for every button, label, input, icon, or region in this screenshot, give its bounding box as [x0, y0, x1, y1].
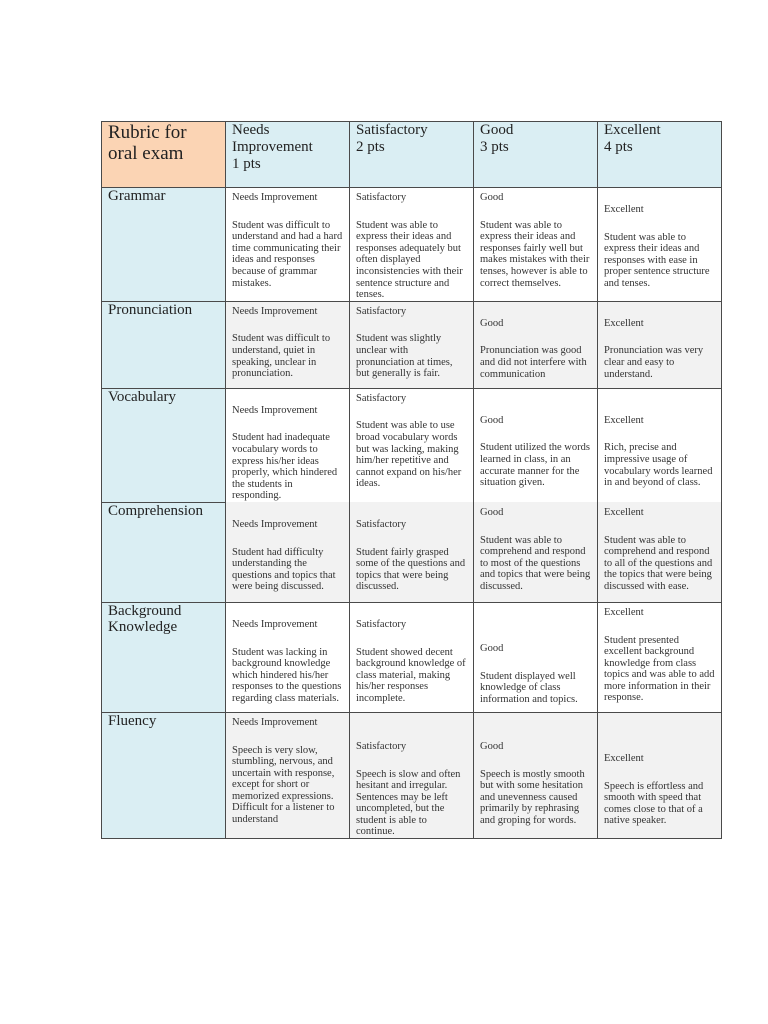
- criterion-name: Comprehension: [102, 502, 226, 602]
- rubric-cell: [598, 388, 722, 502]
- level-header-good: Good 3 pts: [474, 122, 598, 188]
- cell-level-label: Satisfactory: [356, 518, 407, 530]
- level-header-excellent: Excellent 4 pts: [598, 122, 722, 188]
- cell-description: Pronunciation was good and did not interfere with communication: [480, 345, 587, 380]
- rubric-cell: [474, 301, 598, 388]
- criterion-row: [102, 188, 722, 302]
- cell-description: Student displayed well knowledge of class information and topics.: [480, 670, 578, 705]
- rubric-cell: [598, 188, 722, 302]
- cell-level-label: Good: [480, 414, 504, 426]
- cell-description: Student was difficult to understand, quiet in speaking, unclear in pronunciation.: [232, 333, 331, 380]
- rubric-cell: [474, 388, 598, 502]
- cell-description: Pronunciation was very clear and easy to understand.: [604, 345, 704, 380]
- cell-level-label: Satisfactory: [356, 305, 407, 317]
- cell-level-label: Needs Improvement: [232, 618, 318, 630]
- cell-description: Student was able to express their ideas and responses with ease in proper sentence structure and tenses.: [604, 231, 710, 289]
- criterion-name: Vocabulary: [102, 388, 226, 502]
- rubric-cell: [350, 602, 474, 712]
- rubric-cell: [474, 602, 598, 712]
- criterion-row: [102, 712, 722, 838]
- cell-level-label: Needs Improvement: [232, 305, 318, 317]
- rubric-cell: [350, 502, 474, 602]
- cell-description: Student was able to comprehend and respond to most of the questions and topics that were being discussed.: [480, 534, 591, 592]
- cell-level-label: Excellent: [604, 606, 644, 618]
- cell-description: Student was able to express their ideas and responses adequately but often displayed inconsistencies with their sentence structure and tenses.: [356, 219, 463, 301]
- cell-description: Student fairly grasped some of the questions and topics that were being discussed.: [356, 546, 466, 593]
- cell-description: Student showed decent background knowledge of class material, making his/her responses incomplete.: [356, 646, 466, 704]
- cell-description: Student was lacking in background knowledge which hindered his/her responses to the questions regarding class materials.: [232, 646, 342, 704]
- criterion-row: [102, 388, 722, 502]
- cell-description: Speech is effortless and smooth with speed that comes close to that of a native speaker.: [604, 780, 704, 827]
- cell-description: Speech is slow and often hesitant and irregular. Sentences may be left uncompleted, but the student is able to continue.: [356, 768, 461, 838]
- rubric-cell: [350, 301, 474, 388]
- cell-level-label: Good: [480, 506, 504, 518]
- cell-description: Student was difficult to understand and had a hard time communicating their ideas and responses because of grammar mistakes.: [232, 219, 343, 289]
- rubric-cell: [598, 712, 722, 838]
- cell-description: Student presented excellent background knowledge from class topics and was able to add more information in their response.: [604, 634, 715, 704]
- rubric-cell: [474, 188, 598, 302]
- cell-level-label: Good: [480, 740, 504, 752]
- level-header-needs-improvement: Needs Improvement 1 pts: [226, 122, 350, 188]
- rubric-cell: [598, 502, 722, 602]
- rubric-cell: [350, 388, 474, 502]
- rubric-cell: [598, 301, 722, 388]
- criterion-name: Pronunciation: [102, 301, 226, 388]
- criterion-name: Background Knowledge: [102, 602, 226, 712]
- cell-level-label: Excellent: [604, 414, 644, 426]
- rubric-table: [101, 121, 722, 839]
- cell-description: Student was slightly unclear with pronunciation at times, but generally is fair.: [356, 333, 453, 380]
- header-row: [102, 122, 722, 188]
- cell-description: Student was able to use broad vocabulary words but was lacking, making him/her repetitive and cannot expand on his/her ideas.: [356, 420, 462, 490]
- cell-description: Rich, precise and impressive usage of vocabulary words learned in and beyond of class.: [604, 442, 713, 489]
- cell-level-label: Satisfactory: [356, 392, 407, 404]
- cell-level-label: Needs Improvement: [232, 192, 318, 203]
- rubric-cell: [226, 502, 350, 602]
- rubric-cell: [226, 388, 350, 502]
- rubric-cell: [474, 502, 598, 602]
- rubric-cell: [350, 188, 474, 302]
- cell-level-label: Good: [480, 192, 504, 203]
- cell-level-label: Needs Improvement: [232, 518, 318, 530]
- cell-description: Student was able to express their ideas and responses fairly well but makes mistakes with their tenses, however is able to correct themselves.: [480, 219, 590, 289]
- cell-level-label: Satisfactory: [356, 618, 407, 630]
- cell-level-label: Satisfactory: [356, 192, 407, 203]
- rubric-cell: [226, 301, 350, 388]
- cell-level-label: Excellent: [604, 317, 644, 329]
- cell-description: Speech is very slow, stumbling, nervous, and uncertain with response, except for short or memorized expressions. Difficult for a listener to understand: [232, 744, 335, 826]
- rubric-cell: [598, 602, 722, 712]
- cell-level-label: Needs Improvement: [232, 404, 318, 416]
- cell-level-label: Excellent: [604, 204, 644, 215]
- rubric-cell: [226, 602, 350, 712]
- level-header-satisfactory: Satisfactory 2 pts: [350, 122, 474, 188]
- cell-description: Student had difficulty understanding the questions and topics that were being discussed.: [232, 546, 336, 593]
- criterion-name: Grammar: [102, 188, 226, 302]
- cell-description: Student utilized the words learned in class, in an accurate manner for the situation given.: [480, 442, 590, 489]
- cell-description: Student was able to comprehend and respond to all of the questions and the topics that were being discussed with ease.: [604, 534, 713, 592]
- rubric-cell: [226, 712, 350, 838]
- criterion-row: [102, 301, 722, 388]
- cell-description: Speech is mostly smooth but with some hesitation and unevenness caused primarily by rephrasing and groping for words.: [480, 768, 585, 826]
- rubric-cell: [474, 712, 598, 838]
- cell-level-label: Excellent: [604, 506, 644, 518]
- rubric-cell: [226, 188, 350, 302]
- cell-level-label: Good: [480, 642, 504, 654]
- cell-level-label: Satisfactory: [356, 740, 407, 752]
- rubric-title: Rubric for oral exam: [102, 122, 226, 188]
- rubric-cell: [350, 712, 474, 838]
- criterion-row: [102, 502, 722, 602]
- criterion-row: [102, 602, 722, 712]
- cell-description: Student had inadequate vocabulary words to express his/her ideas properly, which hindered the students in responding.: [232, 432, 338, 502]
- cell-level-label: Good: [480, 317, 504, 329]
- criterion-name: Fluency: [102, 712, 226, 838]
- cell-level-label: Needs Improvement: [232, 716, 318, 728]
- cell-level-label: Excellent: [604, 752, 644, 764]
